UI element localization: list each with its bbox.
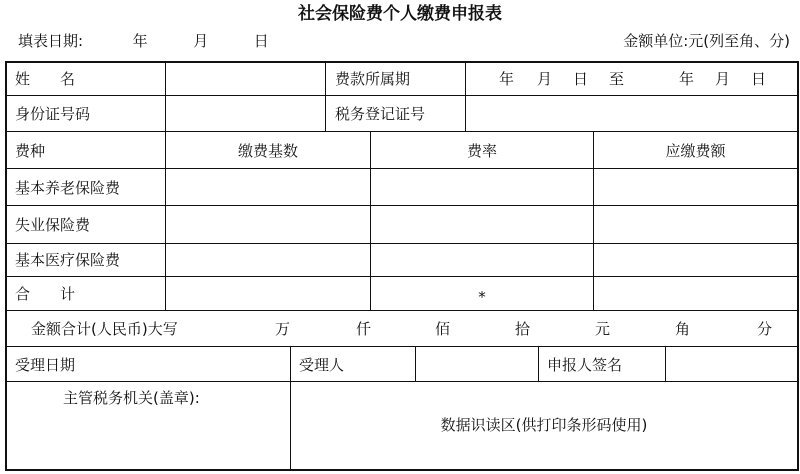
signature-field[interactable] xyxy=(666,348,794,380)
tax-authority-seal-label: 主管税务机关(盖章): xyxy=(63,389,200,407)
unit-bai: 佰 xyxy=(435,320,451,338)
header-rate: 费率 xyxy=(466,142,497,160)
unit-qian: 仟 xyxy=(356,320,372,338)
header-fee-type: 费种 xyxy=(15,142,46,160)
fill-date xyxy=(18,30,269,52)
period-label: 费款所属期 xyxy=(335,70,411,88)
amount-total-label: 金额合计(人民币)大写 xyxy=(31,320,178,338)
unit-fen: 分 xyxy=(757,320,773,338)
name-label: 姓 名 xyxy=(15,70,76,88)
accept-person-field[interactable] xyxy=(416,348,536,380)
accept-date-label: 受理日期 xyxy=(15,356,76,374)
fill-date-month: 月 xyxy=(193,32,209,50)
fee-row-pension: 基本养老保险费 xyxy=(15,179,121,197)
unit-jiao: 角 xyxy=(675,320,691,338)
period-month-2[interactable]: 月 xyxy=(715,70,731,88)
period-day-2[interactable]: 日 xyxy=(751,70,767,88)
fee-row-medical: 基本医疗保险费 xyxy=(15,251,121,269)
fill-date-day: 日 xyxy=(253,32,269,50)
unit-wan: 万 xyxy=(275,320,291,338)
fee-row-total: 合 计 xyxy=(15,285,76,303)
period-month-1[interactable]: 月 xyxy=(537,70,553,88)
period-day-1[interactable]: 日 xyxy=(573,70,589,88)
name-field[interactable] xyxy=(169,63,323,95)
barcode-data-area: 数据识读区(供打印条形码使用) xyxy=(440,416,648,434)
unit-shi: 拾 xyxy=(515,320,531,338)
signature-label: 申报人签名 xyxy=(547,356,623,374)
period-year-2[interactable]: 年 xyxy=(679,70,695,88)
id-number-field[interactable] xyxy=(169,97,323,129)
total-rate-mark: * xyxy=(478,288,486,306)
period-year-1[interactable]: 年 xyxy=(499,70,515,88)
form-title: 社会保险费个人缴费申报表 xyxy=(298,4,502,24)
fill-date-year: 年 xyxy=(132,32,148,50)
header-amount-due: 应缴费额 xyxy=(665,142,726,160)
period-to: 至 xyxy=(609,70,625,88)
tax-reg-field[interactable] xyxy=(469,97,793,129)
fill-date-label: 填表日期: xyxy=(18,32,84,50)
tax-reg-label: 税务登记证号 xyxy=(335,105,426,123)
declaration-form xyxy=(5,61,799,471)
unit-yuan: 元 xyxy=(595,320,611,338)
id-number-label: 身份证号码 xyxy=(15,105,91,123)
header-contribution-base: 缴费基数 xyxy=(237,142,298,160)
fee-row-unemployment: 失业保险费 xyxy=(15,216,91,234)
accept-person-label: 受理人 xyxy=(299,356,345,374)
amount-unit: 金额单位:元(列至角、分) xyxy=(623,32,790,50)
